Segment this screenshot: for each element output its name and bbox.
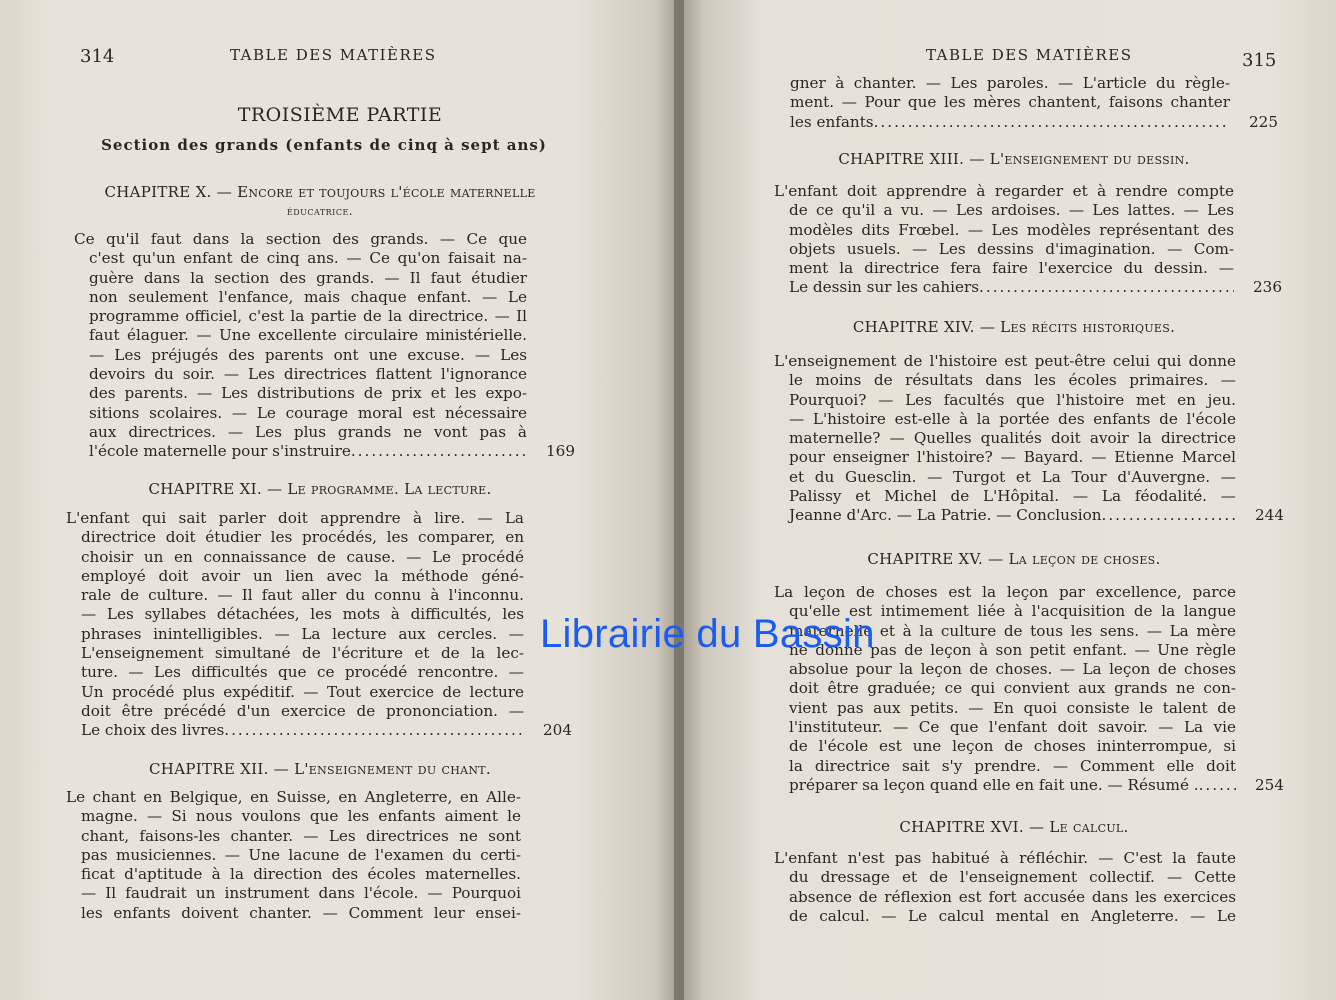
entry-line: les enfants doivent chanter. — Comment leur ensei-	[81, 903, 521, 922]
chapter-heading: CHAPITRE XVI. — Le calcul.	[899, 818, 1129, 836]
entry-line: Le dessin sur les cahiers	[789, 278, 980, 297]
chapter-entry	[66, 788, 521, 923]
entry-line: absolue pour la leçon de choses. — La leçon de choses	[789, 660, 1236, 679]
entry-line: l'école maternelle pour s'instruire	[89, 442, 351, 461]
entry-line: qu'elle est intimement liée à l'acquisition de la langue	[789, 602, 1236, 621]
page-reference: 169	[546, 442, 575, 461]
entry-line: maternelle et à la culture de tous les sens. — La mère	[789, 621, 1236, 640]
right-page	[684, 0, 1336, 1000]
entry-line: modèles dits Frœbel. — Les modèles représentant des	[789, 220, 1234, 239]
entry-line: ne donne pas de leçon à son petit enfant. — Une règle	[789, 640, 1236, 659]
entry-last-line	[774, 775, 1284, 795]
entry-line: absence de réflexion est fort accusée dans les exercices	[789, 887, 1236, 906]
entry-line: Un procédé plus expéditif. — Tout exercice de lecture	[81, 682, 524, 701]
entry-line: Le choix des livres	[81, 721, 225, 740]
entry-line: Pourquoi? — Les facultés que l'histoire met en jeu.	[789, 390, 1236, 409]
entry-last-line	[790, 112, 1278, 132]
entry-line: L'enseignement de l'histoire est peut-être celui qui donne	[774, 352, 1236, 370]
entry-line: de calcul. — Le calcul mental en Angleterre. — Le	[789, 906, 1236, 925]
page-reference: 204	[543, 721, 572, 740]
entry-line: Ce qu'il faut dans la section des grands. — Ce que	[74, 230, 527, 248]
entry-line: de ce qu'il a vu. — Les ardoises. — Les lattes. — Les	[789, 201, 1234, 220]
page-number: 315	[1242, 50, 1277, 71]
chapter-entry	[74, 230, 575, 462]
entry-line: L'enfant n'est pas habitué à réfléchir. — C'est la faute	[774, 849, 1236, 867]
dot-leader	[1199, 776, 1236, 795]
entry-line: aux directrices. — Les plus grands ne vont pas à	[89, 422, 527, 441]
page-reference: 236	[1253, 278, 1282, 297]
entry-line: non seulement l'enfance, mais chaque enfant. — Le	[89, 287, 527, 306]
entry-line: de l'école est une leçon de choses ininterrompue, si	[789, 737, 1236, 756]
entry-line: Le chant en Belgique, en Suisse, en Angleterre, en Alle-	[66, 788, 521, 806]
entry-line: c'est qu'un enfant de cinq ans. — Ce qu'on faisait na-	[89, 249, 527, 268]
entry-line: — Les syllabes détachées, les mots à difficultés, les	[81, 605, 524, 624]
entry-line: doit être précédé d'un exercice de prononciation. —	[81, 701, 524, 720]
entry-line: maternelle? — Quelles qualités doit avoir la directrice	[789, 429, 1236, 448]
entry-line: du dressage et de l'enseignement collectif. — Cette	[789, 868, 1236, 887]
entry-line: ficat d'aptitude à la direction des écoles maternelles.	[81, 865, 521, 884]
page-number: 314	[80, 46, 115, 67]
entry-line: sitions scolaires. — Le courage moral est nécessaire	[89, 403, 527, 422]
entry-line: — L'histoire est-elle à la portée des enfants de l'école	[789, 409, 1236, 428]
entry-line: préparer sa leçon quand elle en fait une. — Résumé .	[789, 775, 1199, 794]
entry-line: phrases inintelligibles. — La lecture aux cercles. —	[81, 624, 524, 643]
entry-line: programme officiel, c'est la partie de la directrice. — Il	[89, 307, 527, 326]
entry-line: — Les préjugés des parents ont une excuse. — Les	[89, 345, 527, 364]
dot-leader	[351, 442, 527, 461]
chapter-heading: CHAPITRE XI. — Le programme. La lecture.	[148, 480, 492, 498]
entry-line: L'enseignement simultané de l'écriture et de la lec-	[81, 644, 524, 663]
chapter-entry	[774, 182, 1282, 298]
entry-line: objets usuels. — Les dessins d'imagination. — Com-	[789, 239, 1234, 258]
chapter-heading-continued: éducatrice.	[286, 204, 354, 218]
entry-line: pour enseigner l'histoire? — Bayard. — Etienne Marcel	[789, 448, 1236, 467]
entry-line: — Il faudrait un instrument dans l'école. — Pourquoi	[81, 884, 521, 903]
entry-line: La leçon de choses est la leçon par excellence, parce	[774, 583, 1236, 601]
entry-line: faut élaguer. — Une excellente circulaire ministérielle.	[89, 326, 527, 345]
entry-last-line	[774, 278, 1282, 297]
entry-line: chant, faisons-les chanter. — Les directrices ne sont	[81, 826, 521, 845]
dot-leader	[224, 721, 524, 740]
entry-line: ture. — Les difficultés que ce procédé rencontre. —	[81, 663, 524, 682]
entry-line: devoirs du soir. — Les directrices flattent l'ignorance	[89, 365, 527, 384]
chapter-heading: CHAPITRE XV. — La leçon de choses.	[867, 550, 1161, 568]
page-reference: 225	[1249, 112, 1278, 131]
entry-line: pas musiciennes. — Une lacune de l'examen du certi-	[81, 845, 521, 864]
section-title: Section des grands (enfants de cinq à sept ans)	[101, 136, 547, 154]
entry-line: choisir un en connaissance de cause. — Le procédé	[81, 547, 524, 566]
entry-line: directrice doit étudier les procédés, les comparer, en	[81, 528, 524, 547]
chapter-entry	[774, 352, 1284, 526]
part-title: TROISIÈME PARTIE	[237, 104, 443, 126]
entry-line: et du Guesclin. — Turgot et La Tour d'Auvergne. —	[789, 467, 1236, 486]
running-head: TABLE DES MATIÈRES	[926, 46, 1133, 64]
chapter-entry	[66, 509, 572, 741]
entry-line: Palissy et Michel de L'Hôpital. — La féodalité. —	[789, 487, 1236, 506]
entry-last-line	[74, 442, 575, 461]
dot-leader	[874, 113, 1230, 132]
entry-line: le moins de résultats dans les écoles primaires. —	[789, 371, 1236, 390]
dot-leader	[979, 278, 1234, 297]
entry-line: la directrice sait s'y prendre. — Comment elle doit	[789, 756, 1236, 775]
entry-line: gner à chanter. — Les paroles. — L'article du règle-	[790, 74, 1230, 92]
dot-leader	[1102, 506, 1236, 525]
entry-line: ment la directrice fera faire l'exercice du dessin. —	[789, 259, 1234, 278]
page-reference: 244	[1255, 506, 1284, 525]
chapter-heading: CHAPITRE X. — Encore et toujours l'école maternelle	[104, 183, 536, 201]
chapter-heading: CHAPITRE XIII. — L'enseignement du dessin.	[838, 150, 1190, 168]
chapter-heading: CHAPITRE XII. — L'enseignement du chant.	[149, 760, 491, 778]
entry-line: les enfants	[790, 112, 874, 131]
entry-line: guère dans la section des grands. — Il faut étudier	[89, 268, 527, 287]
watermark-text: Librairie du Bassin	[540, 612, 875, 656]
running-head: TABLE DES MATIÈRES	[230, 46, 437, 64]
entry-line: magne. — Si nous voulons que les enfants aiment le	[81, 807, 521, 826]
entry-last-line	[774, 506, 1284, 525]
entry-line: doit être graduée; ce qui convient aux grands ne con-	[789, 679, 1236, 698]
page-reference: 254	[1255, 775, 1284, 794]
entry-line: l'instituteur. — Ce que l'enfant doit savoir. — La vie	[789, 718, 1236, 737]
chapter-entry	[774, 849, 1236, 926]
entry-line: Jeanne d'Arc. — La Patrie. — Conclusion	[789, 506, 1102, 525]
entry-line: L'enfant doit apprendre à regarder et à rendre compte	[774, 182, 1234, 200]
entry-last-line	[66, 721, 572, 740]
entry-line: des parents. — Les distributions de prix et les expo-	[89, 384, 527, 403]
entry-line: vient pas aux petits. — En quoi consiste le talent de	[789, 698, 1236, 717]
chapter-heading: CHAPITRE XIV. — Les récits historiques.	[852, 318, 1176, 336]
chapter-entry-continued	[790, 74, 1278, 132]
entry-line: rale de culture. — Il faut aller du connu à l'inconnu.	[81, 586, 524, 605]
entry-line: ment. — Pour que les mères chantent, faisons chanter	[790, 93, 1230, 112]
entry-line: L'enfant qui sait parler doit apprendre à lire. — La	[66, 509, 524, 527]
entry-line: employé doit avoir un lien avec la méthode géné-	[81, 566, 524, 585]
